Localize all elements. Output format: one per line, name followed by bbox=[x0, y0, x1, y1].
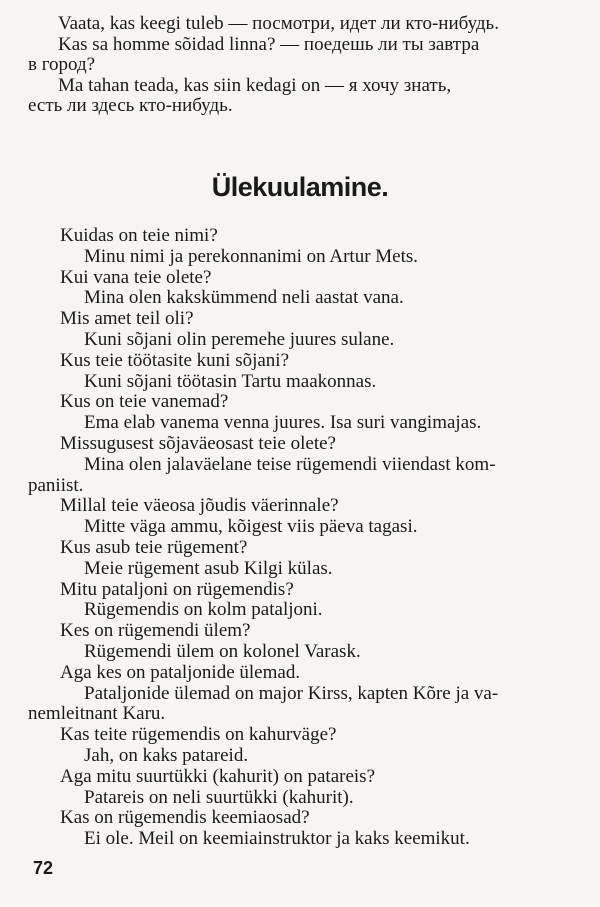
example-line-continuation: есть ли здесь кто-нибудь. bbox=[28, 95, 233, 116]
answer-line: Jah, on kaks patareid. bbox=[84, 744, 249, 766]
answer-line: Ema elab vanema venna juures. Isa suri vangimajas. bbox=[84, 412, 482, 434]
question-line: Aga mitu suurtükki (kahurit) on patareis? bbox=[60, 765, 376, 787]
question-line: Kes on rügemendi ülem? bbox=[60, 620, 251, 642]
answer-line: Mina olen jalaväelane teise rügemendi viiendast kom- bbox=[84, 453, 496, 475]
section-title: Ülekuulamine. bbox=[211, 172, 389, 202]
question-line: Kui vana teie olete? bbox=[60, 266, 212, 288]
page-number: 72 bbox=[33, 858, 54, 878]
example-line-continuation: в город? bbox=[28, 54, 96, 75]
answer-line: Mitte väga ammu, kõigest viis päeva tagasi. bbox=[84, 516, 418, 538]
question-line: Missugusest sõjaväeosast teie olete? bbox=[60, 432, 336, 454]
example-line: Kas sa homme sõidad linna? — поедешь ли ты завтра bbox=[58, 33, 480, 55]
answer-line: Pataljonide ülemad on major Kirss, kapten Kõre ja va- bbox=[84, 682, 499, 704]
question-line: Aga kes on pataljonide ülemad. bbox=[60, 661, 301, 683]
answer-line: Kuni sõjani olin peremehe juures sulane. bbox=[84, 328, 395, 350]
answer-line-continuation: nemleitnant Karu. bbox=[28, 703, 166, 725]
answer-line: Meie rügement asub Kilgi külas. bbox=[84, 557, 333, 579]
example-line: Vaata, kas keegi tuleb — посмотри, идет ли кто-нибудь. bbox=[58, 13, 499, 34]
answer-line: Ei ole. Meil on keemiainstruktor ja kaks keemikut. bbox=[84, 828, 470, 850]
example-line: Ma tahan teada, kas siin kedagi on — я хочу знать, bbox=[58, 74, 452, 96]
question-line: Millal teie väeosa jõudis väerinnale? bbox=[60, 495, 339, 517]
intro-examples bbox=[28, 14, 578, 117]
answer-line-continuation: paniist. bbox=[28, 474, 84, 496]
question-line: Mitu pataljoni on rügemendis? bbox=[60, 578, 294, 600]
question-line: Kus on teie vanemad? bbox=[60, 391, 229, 413]
answer-line: Patareis on neli suurtükki (kahurit). bbox=[84, 786, 354, 808]
answer-line: Rügemendi ülem on kolonel Varask. bbox=[84, 640, 361, 662]
question-line: Mis amet teil oli? bbox=[60, 308, 194, 330]
question-line: Kuidas on teie nimi? bbox=[60, 225, 218, 246]
answer-line: Rügemendis on kolm pataljoni. bbox=[84, 599, 323, 621]
question-line: Kas teite rügemendis on kahurväge? bbox=[60, 724, 337, 746]
question-line: Kus teie töötasite kuni sõjani? bbox=[60, 349, 290, 371]
question-line: Kus asub teie rügement? bbox=[60, 536, 248, 558]
interrogation-dialog bbox=[28, 226, 578, 850]
answer-line: Minu nimi ja perekonnanimi on Artur Mets. bbox=[84, 245, 419, 267]
answer-line: Mina olen kakskümmend neli aastat vana. bbox=[84, 287, 404, 309]
answer-line: Kuni sõjani töötasin Tartu maakonnas. bbox=[84, 370, 377, 392]
question-line: Kas on rügemendis keemiaosad? bbox=[60, 807, 310, 829]
